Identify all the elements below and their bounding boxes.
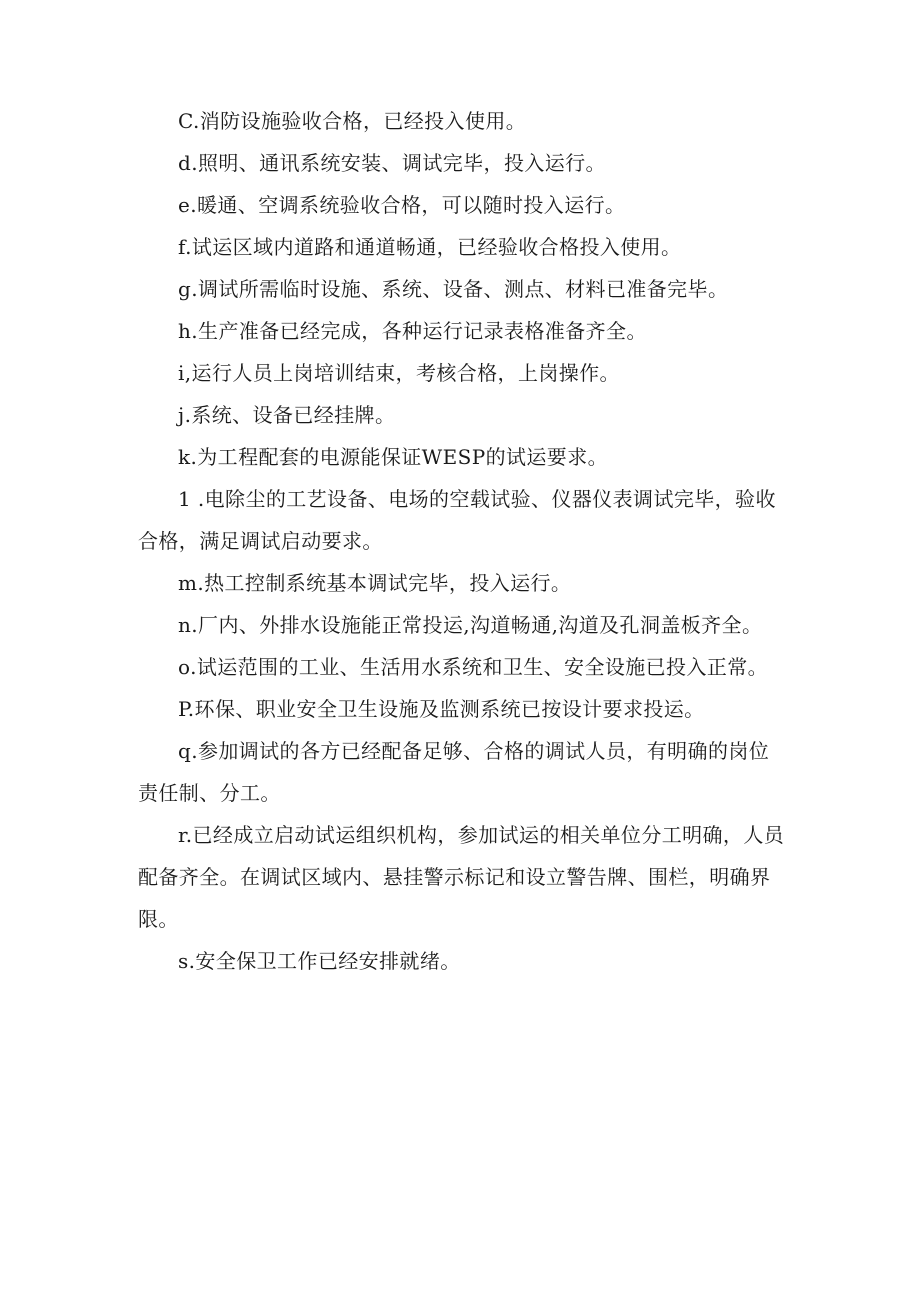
list-item: 1 .电除尘的工艺设备、电场的空载试验、仪器仪表调试完毕，验收合格，满足调试启动要求。: [138, 487, 776, 553]
list-item: s.安全保卫工作已经安排就绪。: [178, 949, 461, 973]
list-item: d.照明、通讯系统安装、调试完毕，投入运行。: [178, 151, 606, 175]
list-item: k.为工程配套的电源能保证WESP的试运要求。: [178, 445, 608, 469]
list-item: o.试运范围的工业、生活用水系统和卫生、安全设施已投入正常。: [178, 655, 769, 679]
list-item: g.调试所需临时设施、系统、设备、测点、材料已准备完毕。: [178, 277, 729, 301]
list-item: C.消防设施验收合格，已经投入使用。: [178, 109, 527, 133]
document-body: [138, 100, 788, 982]
list-item: r.已经成立启动试运组织机构，参加试运的相关单位分工明确，人员配备齐全。在调试区域内、悬挂警示标记和设立警告牌、围栏，明确界限。: [138, 823, 785, 931]
list-item: h.生产准备已经完成，各种运行记录表格准备齐全。: [178, 319, 647, 343]
list-item: i,运行人员上岗培训结束，考核合格，上岗操作。: [178, 361, 620, 385]
list-item: q.参加调试的各方已经配备足够、合格的调试人员，有明确的岗位责任制、分工。: [138, 739, 770, 805]
list-item: f.试运区域内道路和通道畅通，已经验收合格投入使用。: [178, 235, 682, 259]
list-item: j.系统、设备已经挂牌。: [178, 403, 396, 427]
list-item: n.厂内、外排水设施能正常投运,沟道畅通,沟道及孔洞盖板齐全。: [178, 613, 763, 637]
list-item: m.热工控制系统基本调试完毕，投入运行。: [178, 571, 572, 595]
list-item: e.暖通、空调系统验收合格，可以随时投入运行。: [178, 193, 626, 217]
list-item: P.环保、职业安全卫生设施及监测系统已按设计要求投运。: [178, 697, 705, 721]
